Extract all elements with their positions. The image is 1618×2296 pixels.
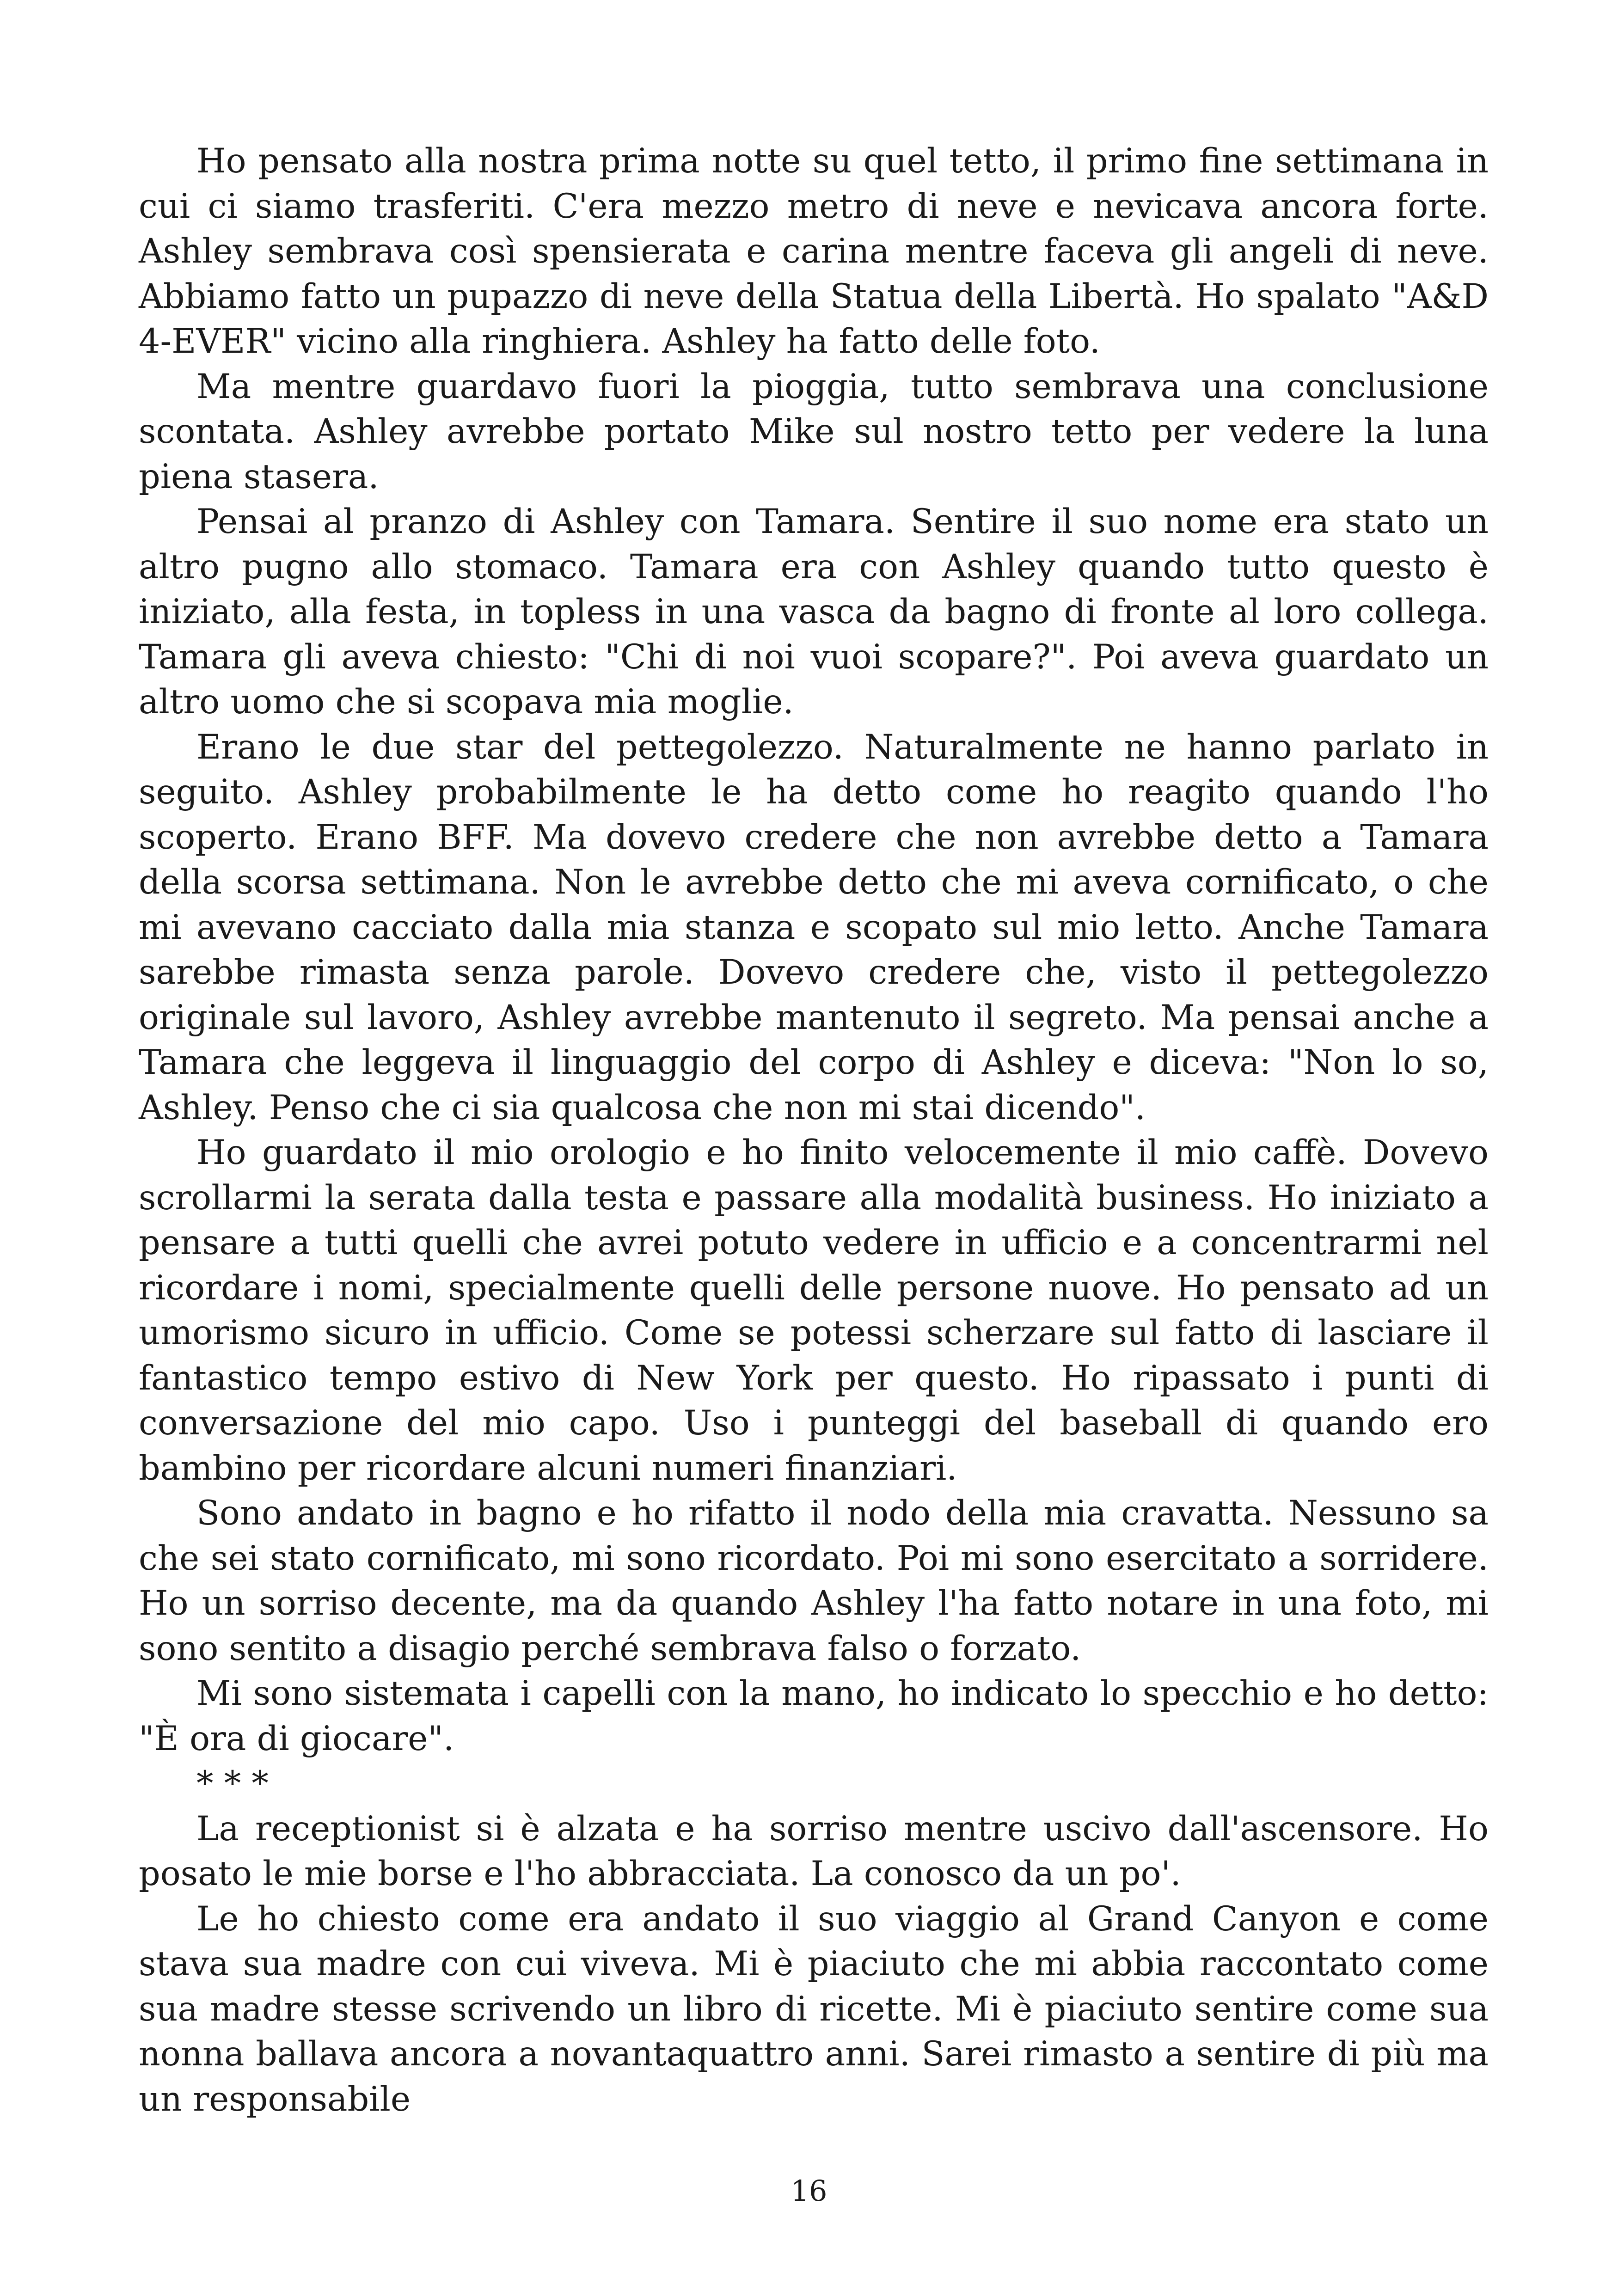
paragraph-rain: Ma mentre guardavo fuori la pioggia, tutto sembrava una conclusione scontata. Ashley avrebbe portato Mike sul nostro tetto per vedere la luna piena stasera.	[139, 367, 1489, 496]
page-number: 16	[791, 2174, 827, 2208]
paragraph-grand-canyon: Le ho chiesto come era andato il suo viaggio al Grand Canyon e come stava sua madre con cui viveva. Mi è piaciuto che mi abbia raccontato come sua madre stesse scrivendo un libro di ricette. Mi è piaciuto sentire come sua nonna ballava ancora a novantaquattro anni. Sarei rimasto a sentire di più ma un responsabile	[139, 1899, 1489, 2119]
paragraph-receptionist: La receptionist si è alzata e ha sorriso mentre uscivo dall'ascensore. Ho posato le mie borse e l'ho abbracciata. La conosco da un po'.	[139, 1809, 1489, 1893]
section-separator: * * *	[196, 1764, 269, 1803]
body-text	[139, 139, 1489, 2122]
paragraph-rooftop-memory: Ho pensato alla nostra prima notte su quel tetto, il primo fine settimana in cui ci siamo trasferiti. C'era mezzo metro di neve e nevicava ancora forte. Ashley sembrava così spensierata e carina mentre faceva gli angeli di neve. Abbiamo fatto un pupazzo di neve della Statua della Libertà. Ho spalato "A&D 4-EVER" vicino alla ringhiera. Ashley ha fatto delle foto.	[139, 141, 1489, 361]
paragraph-business-mode: Ho guardato il mio orologio e ho finito velocemente il mio caffè. Dovevo scrollarmi la serata dalla testa e passare alla modalità business. Ho iniziato a pensare a tutti quelli che avrei potuto vedere in ufficio e a concentrarmi nel ricordare i nomi, specialmente quelli delle persone nuove. Ho pensato ad un umorismo sicuro in ufficio. Come se potessi scherzare sul fatto di lasciare il fantastico tempo estivo di New York per questo. Ho ripassato i punti di conversazione del mio capo. Uso i punteggi del baseball di quando ero bambino per ricordare alcuni numeri finanziari.	[139, 1133, 1489, 1488]
paragraph-tamara-lunch: Pensai al pranzo di Ashley con Tamara. Sentire il suo nome era stato un altro pugno allo stomaco. Tamara era con Ashley quando tutto questo è iniziato, alla festa, in topless in una vasca da bagno di fronte al loro collega. Tamara gli aveva chiesto: "Chi di noi vuoi scopare?". Poi aveva guardato un altro uomo che si scopava mia moglie.	[139, 502, 1489, 722]
paragraph-gossip: Erano le due star del pettegolezzo. Naturalmente ne hanno parlato in seguito. Ashley probabilmente le ha detto come ho reagito quando l'ho scoperto. Erano BFF. Ma dovevo credere che non avrebbe detto a Tamara della scorsa settimana. Non le avrebbe detto che mi aveva cornificato, o che mi avevano cacciato dalla mia stanza e scopato sul mio letto. Anche Tamara sarebbe rimasta senza parole. Dovevo credere che, visto il pettegolezzo originale sul lavoro, Ashley avrebbe mantenuto il segreto. Ma pensai anche a Tamara che leggeva il linguaggio del corpo di Ashley e diceva: "Non lo so, Ashley. Penso che ci sia qualcosa che non mi stai dicendo".	[139, 727, 1489, 1127]
paragraph-bathroom: Sono andato in bagno e ho rifatto il nodo della mia cravatta. Nessuno sa che sei stato cornificato, mi sono ricordato. Poi mi sono esercitato a sorridere. Ho un sorriso decente, ma da quando Ashley l'ha fatto notare in una foto, mi sono sentito a disagio perché sembrava falso o forzato.	[139, 1494, 1489, 1668]
paragraph-mirror: Mi sono sistemata i capelli con la mano, ho indicato lo specchio e ho detto: "È ora di giocare".	[139, 1674, 1489, 1758]
